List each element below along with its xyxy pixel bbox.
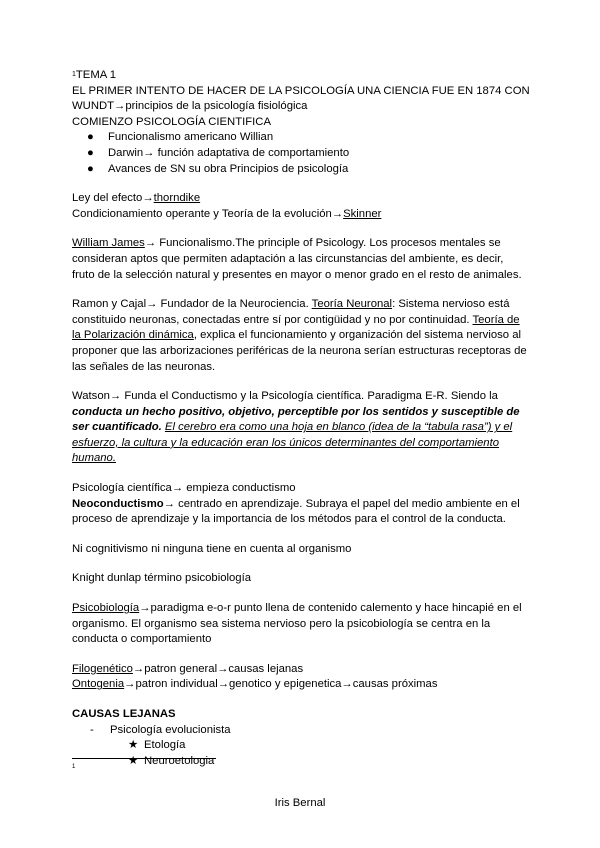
dash-icon: - bbox=[90, 723, 94, 736]
condicionamiento: Condicionamiento operante y Teoría de la evolución→Skinner bbox=[72, 207, 382, 220]
bullet-icon: ● bbox=[87, 162, 94, 175]
star-icon: ★ bbox=[128, 754, 139, 767]
bullet-icon: ● bbox=[87, 131, 94, 144]
ramon-paragraph: Ramon y Cajal→ Fundador de la Neurociencia. Teoría Neuronal: Sistema nervioso está constituido neuronas, conectadas entre sí por contigüidad y no por continuidad. Teoría de la Polarización dinámica, explica el funcionamiento y organización del sistema nervioso al proponer que las arborizaciones periféricas de la neurona serían estructuras receptoras de las señales de las neuronas. bbox=[72, 298, 527, 373]
watson-bold-text: conducta un hecho positivo, objetivo, perceptible por los sentidos y susceptible de ser cuantificado. bbox=[72, 405, 520, 434]
bullet-list bbox=[72, 130, 528, 177]
list-item: ★ Neuroetologia bbox=[72, 754, 528, 770]
polarizacion-link[interactable]: Teoría de la Polarización dinámica bbox=[72, 313, 520, 342]
teoria-neuronal-link[interactable]: Teoría Neuronal bbox=[311, 298, 393, 311]
james-link[interactable]: William James bbox=[72, 237, 145, 250]
page-title: $^1$TEMA 1 bbox=[72, 69, 117, 81]
list-item: ● Avances de SN su obra Principios de psicología bbox=[72, 162, 528, 178]
skinner-link[interactable]: Skinner bbox=[343, 207, 382, 220]
watson-italic-text: El cerebro era como una hoja en blanco (idea de la “tabula rasa”) y el esfuerzo, la cultura y la educación eran los únicos determinantes del comportamiento humano. bbox=[72, 421, 513, 465]
list-item: ★ Etología bbox=[72, 738, 528, 754]
psic-cientifica: Psicología científica→ empieza conductismo bbox=[72, 482, 296, 495]
knight-line: Knight dunlap término psicobiología bbox=[72, 572, 251, 585]
neoconductismo-paragraph: Neoconductismo→ centrado en aprendizaje. Subraya el papel del medio ambiente en el proceso de aprendizaje y la importancia de los métodos para el control de la conducta. bbox=[72, 497, 520, 526]
document-body bbox=[72, 68, 528, 769]
list-item: ● Funcionalismo americano Willian bbox=[72, 130, 528, 146]
filogenetico-line: Filogenético→patron general→causas lejanas bbox=[72, 662, 304, 675]
bullet-icon: ● bbox=[87, 146, 94, 159]
footnote-divider bbox=[72, 758, 216, 759]
psicobiologia-paragraph: Psicobiología→paradigma e-o-r punto llena de contenido calemento y hace hincapié en el organismo. El organismo sea sistema nervioso pero la psicobiología se centra en la conducta o comportamiento bbox=[72, 602, 522, 646]
page-footer: Iris Bernal bbox=[274, 797, 326, 809]
filogenetico-link[interactable]: Filogenético bbox=[72, 662, 133, 675]
psicobiologia-link[interactable]: Psicobiología bbox=[72, 602, 140, 615]
ley-efecto: Ley del efecto→thorndike bbox=[72, 192, 201, 205]
ontogenia-link[interactable]: Ontogenia bbox=[72, 678, 125, 691]
star-icon: ★ bbox=[128, 739, 139, 752]
intro-line-1: EL PRIMER INTENTO DE HACER DE LA PSICOLOGÍA UNA CIENCIA FUE EN 1874 CON bbox=[72, 84, 530, 97]
footnote-number: 1 bbox=[72, 764, 76, 770]
causas-heading: CAUSAS LEJANAS bbox=[72, 708, 176, 720]
watson-paragraph: Watson→ Funda el Conductismo y la Psicología científica. Paradigma E-R. Siendo la conducta un hecho positivo, objetivo, perceptible por los sentidos y susceptible de ser cuantificado. El cerebro era como una hoja en blanco (idea de la “tabula rasa”) y el esfuerzo, la cultura y la educación eran los únicos determinantes del comportamiento humano. bbox=[72, 390, 520, 465]
footnote-marker: 1 bbox=[72, 71, 76, 78]
james-paragraph: William James→ Funcionalismo.The principle of Psicology. Los procesos mentales se consideran aptos que permiten adaptación a las circunstancias del ambiente, es decir, fruto de la selección natural y presentes en mayor o menor grado en el resto de animales. bbox=[72, 237, 522, 281]
cognitivismo-line: Ni cognitivismo ni ninguna tiene en cuenta al organismo bbox=[72, 542, 352, 555]
list-item: ● Darwin→ función adaptativa de comportamiento bbox=[72, 146, 528, 162]
list-item: - Psicología evolucionista bbox=[72, 723, 528, 739]
ontogenia-line: Ontogenia→patron individual→genotico y epigenetica→causas próximas bbox=[72, 678, 438, 691]
thorndike-link[interactable]: thorndike bbox=[153, 192, 201, 205]
intro-line-3: COMIENZO PSICOLOGÍA CIENTIFICA bbox=[72, 115, 271, 128]
intro-line-2: WUNDT→principios de la psicología fisiológica bbox=[72, 100, 308, 113]
